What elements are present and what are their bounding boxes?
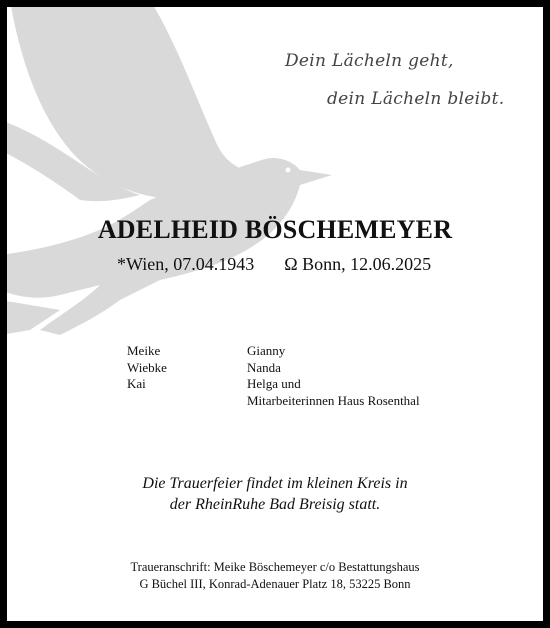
mourning-address: [7, 559, 543, 593]
quote-line-2: dein Lächeln bleibt.: [327, 89, 505, 109]
family-member: Helga und: [247, 376, 301, 391]
service-line-2: der RheinRuhe Bad Breisig statt.: [169, 496, 381, 513]
death-date: Ω Bonn, 12.06.2025: [284, 254, 432, 274]
service-line-1: Die Trauerfeier findet im kleinen Kreis in: [142, 475, 408, 492]
family-member: Nanda: [247, 359, 281, 375]
obituary-card: [7, 7, 543, 621]
life-dates: [117, 254, 431, 275]
family-column-2: [247, 343, 420, 409]
family-member: Kai: [127, 376, 146, 391]
family-member: Wiebke: [127, 359, 167, 375]
address-line-2: G Büchel III, Konrad-Adenauer Platz 18, 53225 Bonn: [139, 577, 411, 591]
family-member: Meike: [127, 343, 161, 358]
family-member: Mitarbeiterinnen Haus Rosenthal: [247, 392, 420, 408]
service-notice: [7, 473, 543, 515]
deceased-name: ADELHEID BÖSCHEMEYER: [97, 215, 453, 244]
quote-line-1: Dein Lächeln geht,: [285, 51, 454, 71]
family-column-1: [127, 343, 167, 393]
family-member: Gianny: [247, 343, 286, 358]
birth-date: *Wien, 07.04.1943: [117, 254, 255, 274]
address-line-1: Traueranschrift: Meike Böschemeyer c/o Bestattungshaus: [130, 560, 420, 574]
